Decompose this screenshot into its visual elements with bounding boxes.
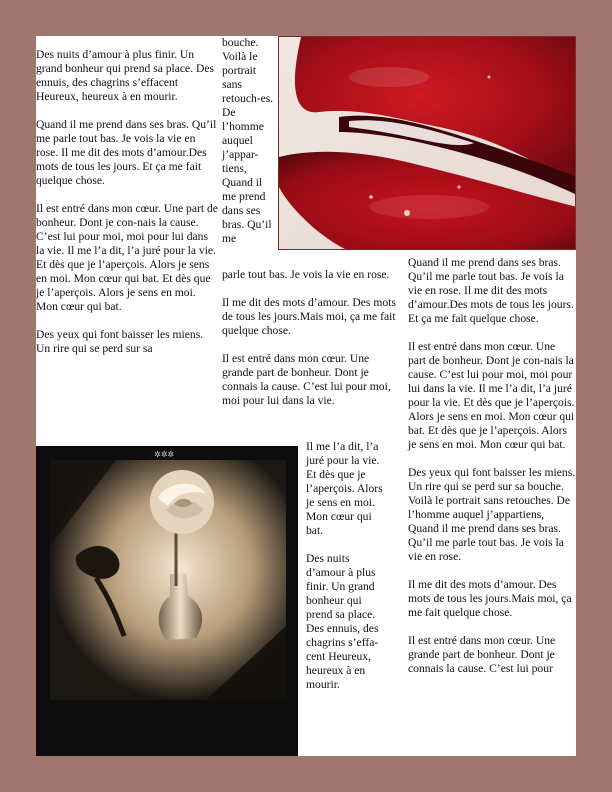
rose-photo — [36, 446, 298, 756]
column-1-text — [36, 48, 218, 356]
stanza: Il est entré dans mon cœur. Une part de bonheur. Dont je con-nais la cause. C’est lui pour moi, moi pour lui dans la vie. Il me l’a dit, l’a juré pour la vie. Et dès que je l’aperçois. Alors je sens en moi. Mon cœur qui bat. Et dès que je l’aperçois. Alors je sens en moi. Mon cœur qui bat. — [408, 340, 575, 451]
stanza: Des yeux qui font baisser les miens. Un rire qui se perd sur sa — [36, 328, 204, 355]
stanza: Il est entré dans mon cœur. Une part de bonheur. Dont je con-nais la cause. C’est lui pour moi, moi pour lui dans la vie. Il me l’a dit, l’a juré pour la vie. Et dès que je l’aperçois. Alors je sens en moi. Mon cœur qui bat. Et dès que je l’aperçois. Alors je sens en moi. Mon cœur qui bat. — [36, 202, 218, 313]
stanza: Il est entré dans mon cœur. Une grande part de bonheur. Dont je connais la cause. C’est lui pour — [408, 634, 556, 675]
column-2-lower-text — [306, 440, 390, 692]
column-3-text — [408, 256, 576, 676]
lips-photo — [278, 36, 576, 250]
stanza: Il me dit des mots d’amour. Des mots de tous les jours.Mais moi, ça me fait quelque chose. — [408, 578, 572, 619]
stanza: Des nuits d’amour à plus finir. Un grand bonheur qui prend sa place. Des ennuis, des chagrins s’effacent Heureux, heureux à en mourir. — [36, 48, 215, 103]
lips-illustration — [279, 37, 576, 250]
stanza: bouche. Voilà le portrait sans retouch-es. De l’homme auquel j’appar-tiens, Quand il me prend dans ses bras. Qu’il me — [222, 36, 274, 245]
column-2-narrow-text — [222, 36, 274, 246]
stanza: Il me dit des mots d’amour. Des mots de tous les jours.Mais moi, ça me fait quelque chose. — [222, 296, 396, 337]
svg-text:✲✲✲: ✲✲✲ — [154, 450, 175, 459]
stanza: Quand il me prend dans ses bras. Qu’il me parle tout bas. Je vois la vie en rose. Il me dit des mots d’amour.Des mots de tous les jours. Et ça me fait quelque chose. — [36, 118, 217, 187]
stanza: parle tout bas. Je vois la vie en rose. — [222, 268, 390, 281]
column-2-wide-text — [222, 268, 402, 408]
stanza: Des yeux qui font baisser les miens. Un rire qui se perd sur sa bouche. Voilà le portrait sans retouches. De l’homme auquel j’appartiens, Quand il me prend dans ses bras. Qu’il me parle tout bas. Je vois la vie en rose. — [408, 466, 576, 563]
rose-illustration — [36, 446, 298, 756]
stanza: Il me l’a dit, l’a juré pour la vie. Et dès que je l’aperçois. Alors je sens en moi. Mon cœur qui bat. — [306, 440, 383, 537]
stanza: Il est entré dans mon cœur. Une grande part de bonheur. Dont je connais la cause. C’est lui pour moi, moi pour lui dans la vie. — [222, 352, 391, 407]
stanza: Des nuits d’amour à plus finir. Un grand bonheur qui prend sa place. Des ennuis, des chagrins s’effa-cent Heureux, heureux à en mourir. — [306, 552, 379, 691]
stanza: Quand il me prend dans ses bras. Qu’il me parle tout bas. Je vois la vie en rose. Il me dit des mots d’amour.Des mots de tous les jours. Et ça me fait quelque chose. — [408, 256, 574, 325]
magazine-page — [36, 36, 576, 756]
